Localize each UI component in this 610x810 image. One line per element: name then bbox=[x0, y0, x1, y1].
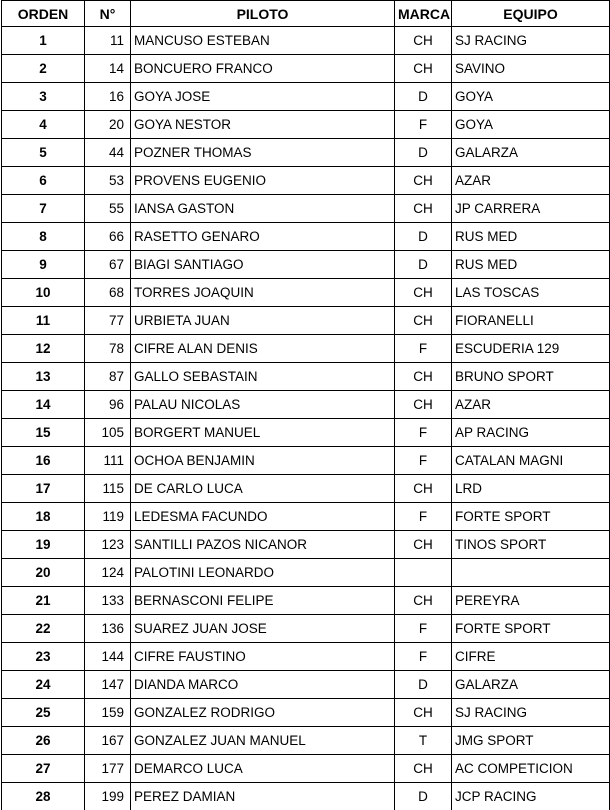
drivers-table bbox=[1, 0, 610, 810]
cell-piloto: PALAU NICOLAS bbox=[131, 391, 395, 419]
cell-orden: 22 bbox=[2, 615, 85, 643]
table-row bbox=[2, 251, 610, 279]
cell-number: 55 bbox=[85, 195, 131, 223]
table-row bbox=[2, 503, 610, 531]
cell-equipo: SJ RACING bbox=[452, 699, 610, 727]
cell-number: 68 bbox=[85, 279, 131, 307]
table-row bbox=[2, 139, 610, 167]
cell-number: 133 bbox=[85, 587, 131, 615]
cell-orden: 9 bbox=[2, 251, 85, 279]
cell-number: 66 bbox=[85, 223, 131, 251]
cell-orden: 19 bbox=[2, 531, 85, 559]
cell-orden: 17 bbox=[2, 475, 85, 503]
cell-orden: 16 bbox=[2, 447, 85, 475]
cell-number: 147 bbox=[85, 671, 131, 699]
cell-number: 199 bbox=[85, 783, 131, 810]
header-piloto: PILOTO bbox=[131, 1, 395, 27]
cell-number: 177 bbox=[85, 755, 131, 783]
cell-number: 136 bbox=[85, 615, 131, 643]
table-row bbox=[2, 419, 610, 447]
cell-marca: F bbox=[395, 447, 452, 475]
table-row bbox=[2, 615, 610, 643]
cell-piloto: IANSA GASTON bbox=[131, 195, 395, 223]
cell-equipo: FORTE SPORT bbox=[452, 503, 610, 531]
table-row bbox=[2, 643, 610, 671]
cell-piloto: GONZALEZ RODRIGO bbox=[131, 699, 395, 727]
cell-number: 16 bbox=[85, 83, 131, 111]
cell-piloto: GOYA JOSE bbox=[131, 83, 395, 111]
cell-marca: CH bbox=[395, 363, 452, 391]
cell-marca: CH bbox=[395, 755, 452, 783]
header-marca: MARCA bbox=[395, 1, 452, 27]
cell-piloto: RASETTO GENARO bbox=[131, 223, 395, 251]
cell-marca: F bbox=[395, 643, 452, 671]
table-row bbox=[2, 727, 610, 755]
cell-equipo: JCP RACING bbox=[452, 783, 610, 810]
cell-equipo bbox=[452, 559, 610, 587]
cell-piloto: PEREZ DAMIAN bbox=[131, 783, 395, 810]
cell-orden: 26 bbox=[2, 727, 85, 755]
cell-marca: F bbox=[395, 503, 452, 531]
cell-piloto: SUAREZ JUAN JOSE bbox=[131, 615, 395, 643]
cell-equipo: CIFRE bbox=[452, 643, 610, 671]
table-row bbox=[2, 363, 610, 391]
cell-equipo: RUS MED bbox=[452, 251, 610, 279]
cell-piloto: PROVENS EUGENIO bbox=[131, 167, 395, 195]
cell-orden: 1 bbox=[2, 27, 85, 55]
cell-orden: 5 bbox=[2, 139, 85, 167]
cell-number: 144 bbox=[85, 643, 131, 671]
header-row bbox=[2, 1, 610, 27]
cell-piloto: BIAGI SANTIAGO bbox=[131, 251, 395, 279]
cell-piloto: TORRES JOAQUIN bbox=[131, 279, 395, 307]
cell-piloto: GONZALEZ JUAN MANUEL bbox=[131, 727, 395, 755]
table-row bbox=[2, 587, 610, 615]
cell-orden: 15 bbox=[2, 419, 85, 447]
table-row bbox=[2, 223, 610, 251]
cell-number: 123 bbox=[85, 531, 131, 559]
cell-marca: CH bbox=[395, 391, 452, 419]
table-body bbox=[2, 27, 610, 810]
table-row bbox=[2, 307, 610, 335]
cell-marca: D bbox=[395, 671, 452, 699]
table-row bbox=[2, 279, 610, 307]
cell-marca: CH bbox=[395, 279, 452, 307]
cell-orden: 8 bbox=[2, 223, 85, 251]
cell-orden: 11 bbox=[2, 307, 85, 335]
cell-orden: 13 bbox=[2, 363, 85, 391]
cell-equipo: LRD bbox=[452, 475, 610, 503]
cell-equipo: AZAR bbox=[452, 391, 610, 419]
cell-piloto: POZNER THOMAS bbox=[131, 139, 395, 167]
cell-marca: D bbox=[395, 83, 452, 111]
cell-orden: 6 bbox=[2, 167, 85, 195]
cell-number: 119 bbox=[85, 503, 131, 531]
cell-equipo: SJ RACING bbox=[452, 27, 610, 55]
cell-orden: 10 bbox=[2, 279, 85, 307]
cell-piloto: CIFRE ALAN DENIS bbox=[131, 335, 395, 363]
cell-marca: CH bbox=[395, 167, 452, 195]
cell-equipo: FIORANELLI bbox=[452, 307, 610, 335]
cell-number: 87 bbox=[85, 363, 131, 391]
cell-marca: D bbox=[395, 223, 452, 251]
cell-orden: 12 bbox=[2, 335, 85, 363]
table-row bbox=[2, 699, 610, 727]
cell-marca: D bbox=[395, 139, 452, 167]
cell-equipo: GOYA bbox=[452, 83, 610, 111]
cell-equipo: JP CARRERA bbox=[452, 195, 610, 223]
cell-equipo: PEREYRA bbox=[452, 587, 610, 615]
cell-number: 167 bbox=[85, 727, 131, 755]
cell-equipo: AZAR bbox=[452, 167, 610, 195]
cell-orden: 20 bbox=[2, 559, 85, 587]
cell-number: 159 bbox=[85, 699, 131, 727]
cell-piloto: PALOTINI LEONARDO bbox=[131, 559, 395, 587]
table-row bbox=[2, 755, 610, 783]
cell-marca: CH bbox=[395, 55, 452, 83]
cell-equipo: JMG SPORT bbox=[452, 727, 610, 755]
table-row bbox=[2, 783, 610, 810]
cell-marca: F bbox=[395, 335, 452, 363]
cell-piloto: MANCUSO ESTEBAN bbox=[131, 27, 395, 55]
cell-orden: 3 bbox=[2, 83, 85, 111]
table-row bbox=[2, 55, 610, 83]
table-row bbox=[2, 83, 610, 111]
cell-equipo: GALARZA bbox=[452, 671, 610, 699]
cell-marca: CH bbox=[395, 475, 452, 503]
cell-equipo: SAVINO bbox=[452, 55, 610, 83]
header-orden: ORDEN bbox=[2, 1, 85, 27]
cell-marca bbox=[395, 559, 452, 587]
cell-number: 78 bbox=[85, 335, 131, 363]
cell-marca: CH bbox=[395, 699, 452, 727]
table-row bbox=[2, 167, 610, 195]
cell-piloto: GALLO SEBASTAIN bbox=[131, 363, 395, 391]
table-row bbox=[2, 671, 610, 699]
cell-number: 111 bbox=[85, 447, 131, 475]
cell-marca: CH bbox=[395, 531, 452, 559]
table-row bbox=[2, 27, 610, 55]
cell-equipo: GOYA bbox=[452, 111, 610, 139]
table-row bbox=[2, 531, 610, 559]
cell-equipo: CATALAN MAGNI bbox=[452, 447, 610, 475]
cell-orden: 4 bbox=[2, 111, 85, 139]
cell-piloto: CIFRE FAUSTINO bbox=[131, 643, 395, 671]
cell-marca: D bbox=[395, 251, 452, 279]
cell-marca: F bbox=[395, 111, 452, 139]
cell-equipo: ESCUDERIA 129 bbox=[452, 335, 610, 363]
cell-number: 105 bbox=[85, 419, 131, 447]
cell-piloto: LEDESMA FACUNDO bbox=[131, 503, 395, 531]
cell-number: 53 bbox=[85, 167, 131, 195]
table-row bbox=[2, 447, 610, 475]
cell-number: 96 bbox=[85, 391, 131, 419]
cell-piloto: DE CARLO LUCA bbox=[131, 475, 395, 503]
header-equipo: EQUIPO bbox=[452, 1, 610, 27]
cell-orden: 14 bbox=[2, 391, 85, 419]
cell-marca: CH bbox=[395, 587, 452, 615]
cell-equipo: RUS MED bbox=[452, 223, 610, 251]
cell-marca: F bbox=[395, 615, 452, 643]
cell-equipo: LAS TOSCAS bbox=[452, 279, 610, 307]
cell-number: 44 bbox=[85, 139, 131, 167]
cell-equipo: GALARZA bbox=[452, 139, 610, 167]
cell-orden: 7 bbox=[2, 195, 85, 223]
cell-orden: 2 bbox=[2, 55, 85, 83]
cell-orden: 25 bbox=[2, 699, 85, 727]
cell-number: 124 bbox=[85, 559, 131, 587]
table-row bbox=[2, 335, 610, 363]
cell-piloto: DIANDA MARCO bbox=[131, 671, 395, 699]
cell-number: 11 bbox=[85, 27, 131, 55]
cell-number: 20 bbox=[85, 111, 131, 139]
cell-orden: 24 bbox=[2, 671, 85, 699]
cell-orden: 28 bbox=[2, 783, 85, 810]
cell-orden: 21 bbox=[2, 587, 85, 615]
cell-equipo: AP RACING bbox=[452, 419, 610, 447]
cell-number: 14 bbox=[85, 55, 131, 83]
cell-piloto: BONCUERO FRANCO bbox=[131, 55, 395, 83]
table-row bbox=[2, 195, 610, 223]
cell-piloto: GOYA NESTOR bbox=[131, 111, 395, 139]
table-row bbox=[2, 475, 610, 503]
cell-piloto: BERNASCONI FELIPE bbox=[131, 587, 395, 615]
cell-marca: T bbox=[395, 727, 452, 755]
cell-equipo: TINOS SPORT bbox=[452, 531, 610, 559]
cell-number: 77 bbox=[85, 307, 131, 335]
table-row bbox=[2, 391, 610, 419]
cell-piloto: BORGERT MANUEL bbox=[131, 419, 395, 447]
cell-marca: CH bbox=[395, 27, 452, 55]
cell-orden: 27 bbox=[2, 755, 85, 783]
cell-equipo: BRUNO SPORT bbox=[452, 363, 610, 391]
cell-orden: 18 bbox=[2, 503, 85, 531]
cell-number: 67 bbox=[85, 251, 131, 279]
cell-marca: CH bbox=[395, 307, 452, 335]
cell-equipo: AC COMPETICION bbox=[452, 755, 610, 783]
header-number: N° bbox=[85, 1, 131, 27]
table-row bbox=[2, 559, 610, 587]
cell-marca: F bbox=[395, 419, 452, 447]
cell-orden: 23 bbox=[2, 643, 85, 671]
cell-marca: CH bbox=[395, 195, 452, 223]
cell-piloto: DEMARCO LUCA bbox=[131, 755, 395, 783]
cell-piloto: SANTILLI PAZOS NICANOR bbox=[131, 531, 395, 559]
table-header bbox=[2, 1, 610, 27]
cell-equipo: FORTE SPORT bbox=[452, 615, 610, 643]
cell-piloto: OCHOA BENJAMIN bbox=[131, 447, 395, 475]
table-row bbox=[2, 111, 610, 139]
cell-piloto: URBIETA JUAN bbox=[131, 307, 395, 335]
cell-number: 115 bbox=[85, 475, 131, 503]
cell-marca: D bbox=[395, 783, 452, 810]
